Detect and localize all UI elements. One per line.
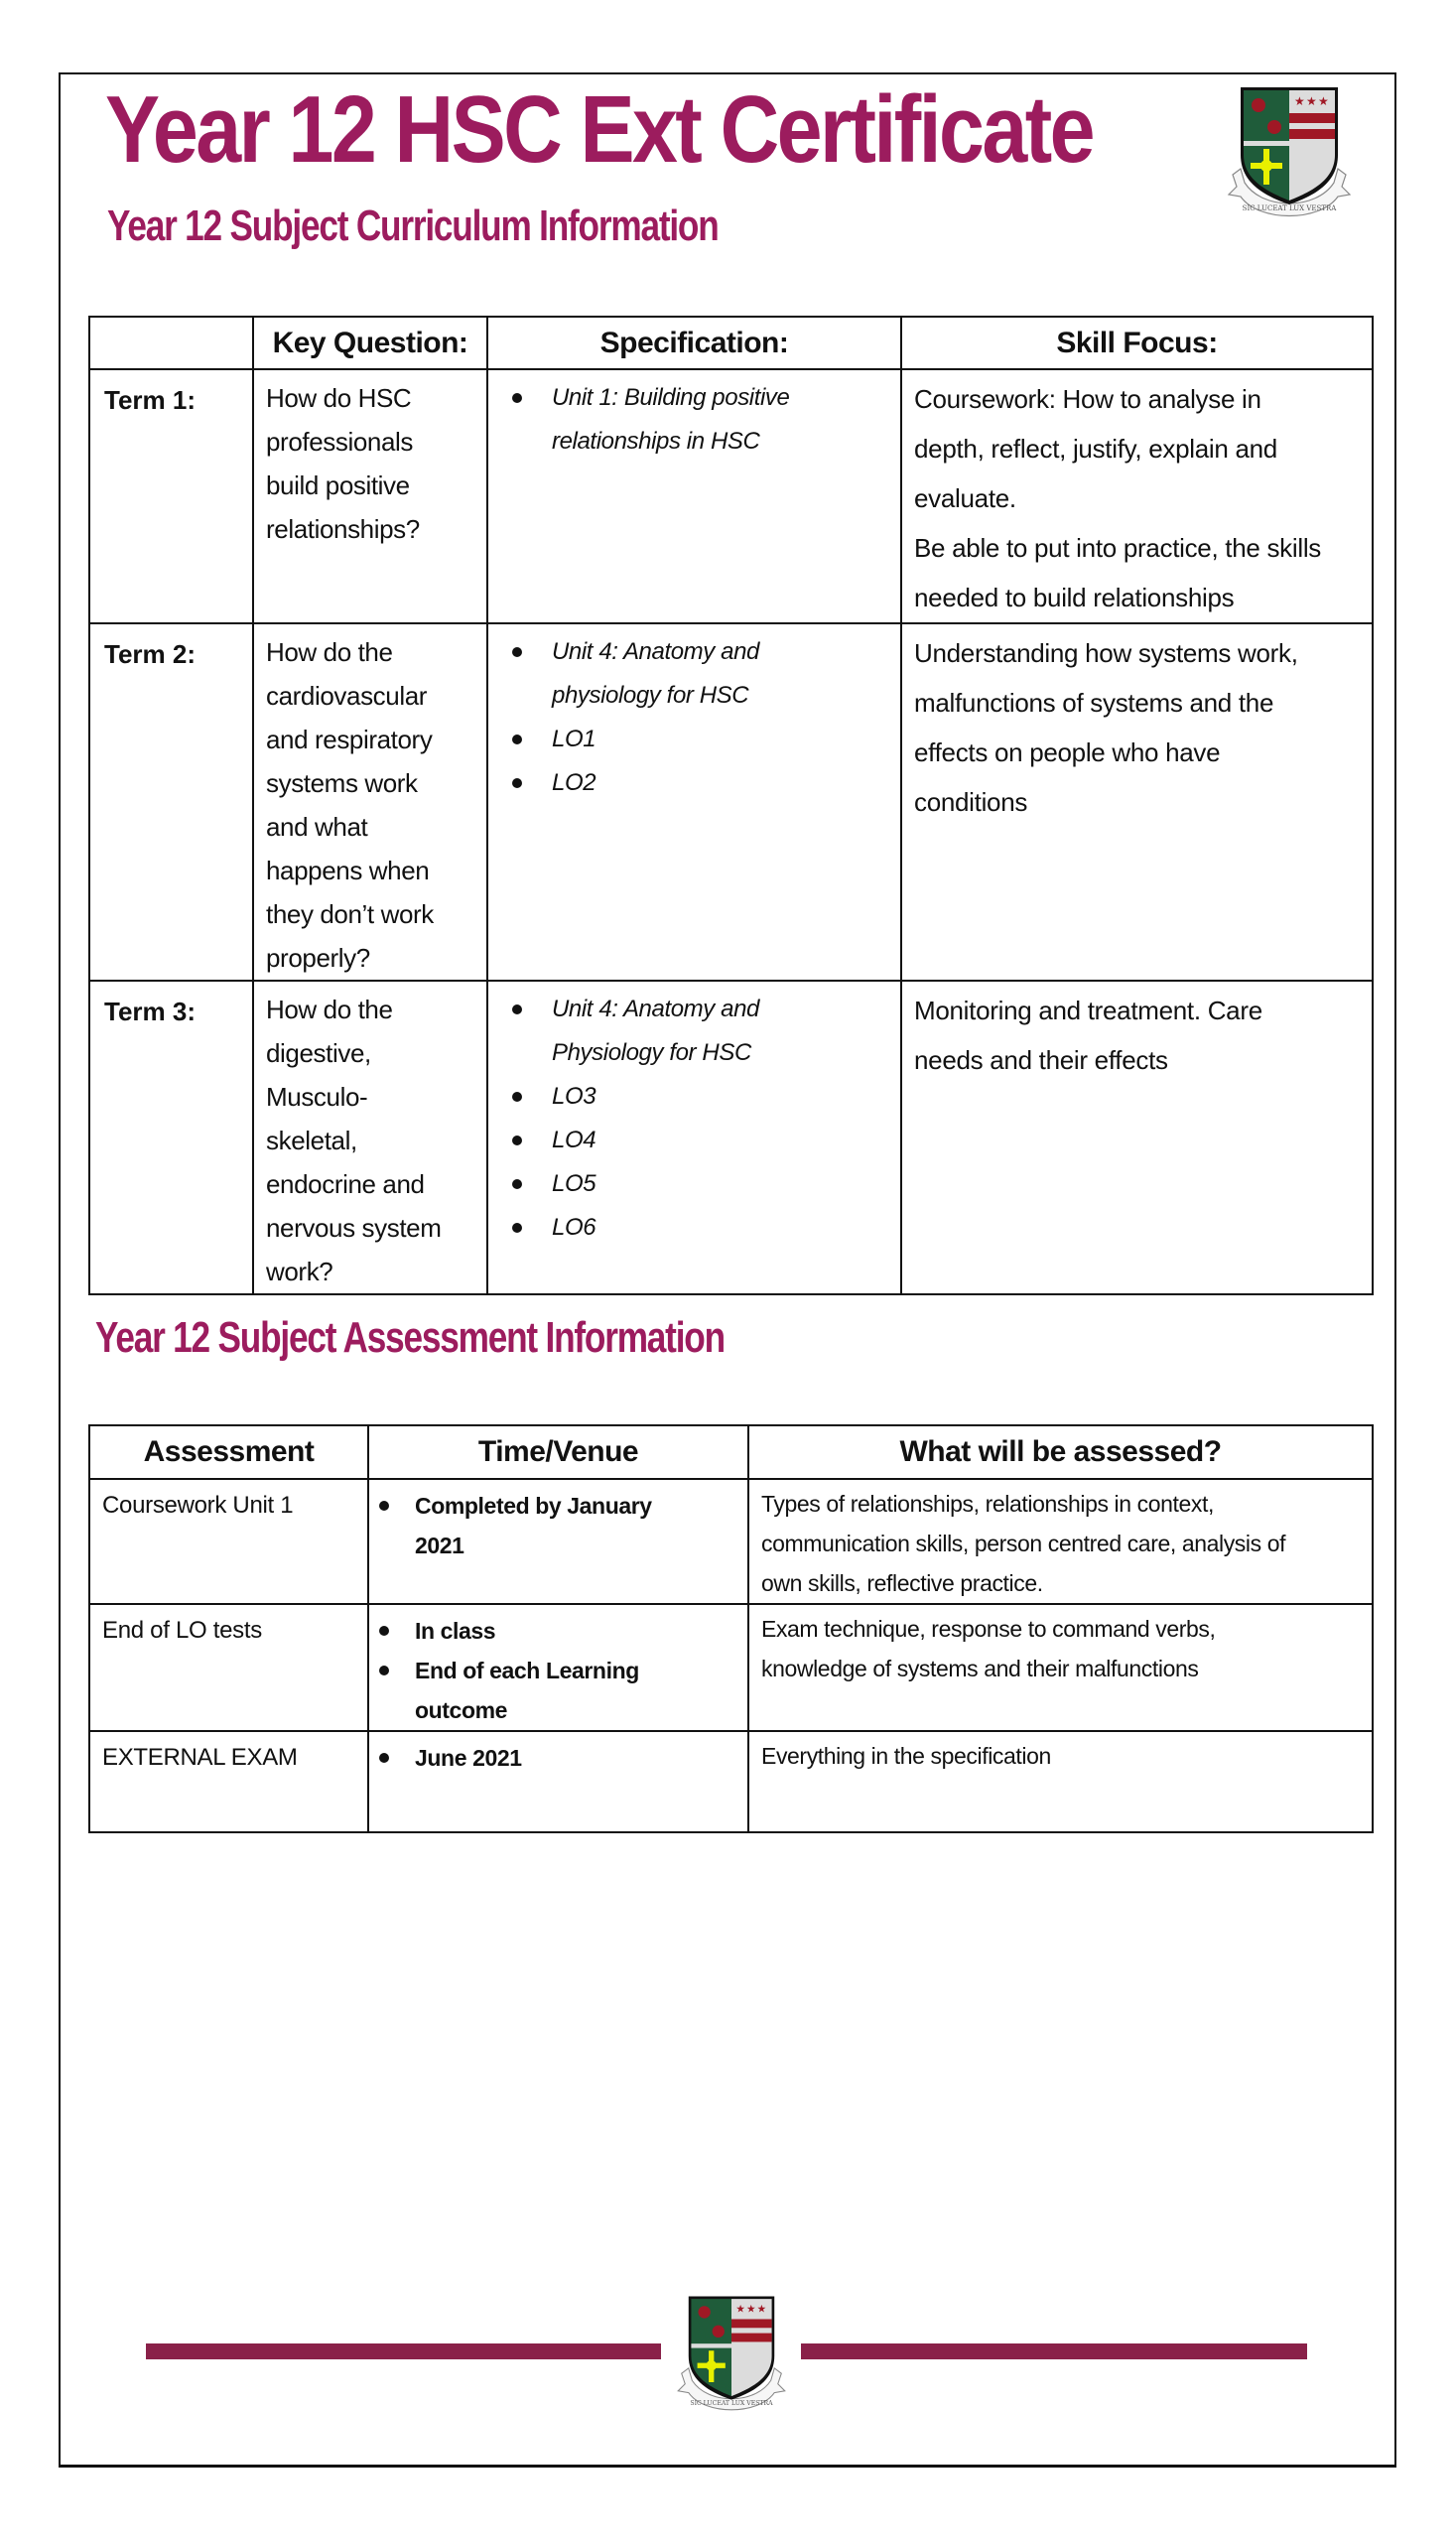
text-line: Unit 4: Anatomy and (552, 996, 759, 1022)
text-line: Monitoring and treatment. Care (914, 996, 1262, 1025)
text-line: Types of relationships, relationships in context, (761, 1491, 1214, 1517)
curriculum-header-row (89, 317, 1373, 369)
key-question-cell (253, 981, 487, 1294)
assessment-header-row (89, 1425, 1373, 1479)
bullet-item (488, 1206, 900, 1250)
text-line: How do the (266, 995, 393, 1024)
bullet-item (488, 988, 900, 1075)
text-line: June 2021 (415, 1745, 522, 1771)
text-line: How do HSC (266, 383, 412, 413)
text-line: Unit 1: Building positive (552, 384, 790, 411)
bullet-item (488, 1162, 900, 1206)
text-line: effects on people who have (914, 737, 1221, 767)
school-crest-icon (1223, 83, 1356, 218)
text-line: Unit 4: Anatomy and (552, 638, 759, 665)
school-crest-footer-icon (671, 2293, 792, 2412)
svg-text:★: ★ (1306, 94, 1317, 108)
bullet-item (488, 630, 900, 718)
text-line: End of each Learning (415, 1658, 639, 1683)
text-line: Completed by January (415, 1493, 652, 1519)
text-line: needs and their effects (914, 1045, 1168, 1075)
text-line: physiology for HSC (552, 682, 749, 709)
text-line: malfunctions of systems and the (914, 688, 1274, 718)
text-line: properly? (266, 943, 370, 973)
time-venue-cell (368, 1731, 748, 1832)
text-line: LO5 (552, 1170, 596, 1197)
header-what-assessed: What will be assessed? (748, 1425, 1373, 1479)
table-row-term-3 (89, 981, 1373, 1294)
text-line: Everything in the specification (761, 1743, 1051, 1769)
specification-cell (487, 981, 901, 1294)
assessed-cell (748, 1604, 1373, 1731)
table-row (89, 1604, 1373, 1731)
skill-focus-cell (901, 623, 1373, 981)
text-line: and what (266, 812, 368, 842)
assessment-table (88, 1424, 1374, 1833)
text-line: How do the (266, 637, 393, 667)
svg-text:★: ★ (735, 2303, 745, 2316)
text-line: professionals (266, 427, 413, 457)
text-line: LO1 (552, 726, 596, 752)
svg-text:★: ★ (1294, 94, 1305, 108)
assessment-name: End of LO tests (89, 1604, 368, 1731)
text-line: evaluate. (914, 483, 1016, 513)
table-row-term-2 (89, 623, 1373, 981)
bullet-item (369, 1611, 747, 1651)
table-row (89, 1479, 1373, 1604)
time-venue-cell (368, 1604, 748, 1731)
curriculum-table (88, 316, 1374, 1295)
text-line: outcome (415, 1697, 508, 1723)
bullet-item (488, 376, 900, 464)
text-line: happens when (266, 856, 430, 885)
text-line: build positive (266, 470, 410, 500)
assessment-name: EXTERNAL EXAM (89, 1731, 368, 1832)
text-line: communication skills, person centred care, analysis of (761, 1531, 1286, 1556)
header-assessment: Assessment (89, 1425, 368, 1479)
skill-focus-cell (901, 981, 1373, 1294)
text-line: needed to build relationships (914, 583, 1235, 612)
page-title: Year 12 HSC Ext Certificate (105, 76, 1093, 183)
text-line: Coursework: How to analyse in (914, 384, 1261, 414)
bullet-item (369, 1738, 747, 1778)
table-row-term-1 (89, 369, 1373, 623)
text-line: cardiovascular (266, 681, 428, 711)
bullet-item (488, 1075, 900, 1119)
text-line: In class (415, 1618, 496, 1644)
text-line: nervous system (266, 1213, 442, 1243)
svg-text:★: ★ (1318, 94, 1329, 108)
bullet-item (488, 761, 900, 805)
text-line: knowledge of systems and their malfunctions (761, 1656, 1199, 1681)
text-line: LO6 (552, 1214, 596, 1241)
header-skill-focus: Skill Focus: (901, 317, 1373, 369)
text-line: and respiratory (266, 725, 433, 754)
key-question-cell (253, 623, 487, 981)
text-line: they don’t work (266, 899, 434, 929)
term-label: Term 1: (89, 369, 253, 623)
bullet-item (369, 1486, 747, 1565)
assessment-heading: Year 12 Subject Assessment Information (95, 1313, 725, 1362)
text-line: relationships? (266, 514, 420, 544)
text-line: Understanding how systems work, (914, 638, 1298, 668)
text-line: Physiology for HSC (552, 1039, 751, 1066)
footer-bar-left (146, 2343, 661, 2359)
assessment-name: Coursework Unit 1 (89, 1479, 368, 1604)
text-line: Be able to put into practice, the skills (914, 533, 1322, 563)
text-line: 2021 (415, 1533, 464, 1558)
text-line: LO4 (552, 1127, 596, 1153)
text-line: Musculo- (266, 1082, 368, 1112)
footer-bar-right (801, 2343, 1307, 2359)
specification-cell (487, 369, 901, 623)
curriculum-heading: Year 12 Subject Curriculum Information (107, 201, 719, 250)
crest-motto: SIC LUCEAT LUX VESTRA (690, 2399, 773, 2407)
text-line: systems work (266, 768, 418, 798)
svg-text:★: ★ (756, 2303, 767, 2316)
assessed-cell (748, 1479, 1373, 1604)
time-venue-cell (368, 1479, 748, 1604)
skill-focus-cell (901, 369, 1373, 623)
svg-text:★: ★ (746, 2303, 756, 2316)
header-key-question: Key Question: (253, 317, 487, 369)
text-line: own skills, reflective practice. (761, 1570, 1043, 1596)
text-line: digestive, (266, 1038, 371, 1068)
text-line: LO2 (552, 769, 596, 796)
crest-motto: SIC LUCEAT LUX VESTRA (1242, 204, 1337, 212)
bullet-item (488, 1119, 900, 1162)
header-specification: Specification: (487, 317, 901, 369)
text-line: endocrine and (266, 1169, 425, 1199)
text-line: Exam technique, response to command verbs, (761, 1616, 1216, 1642)
header-time-venue: Time/Venue (368, 1425, 748, 1479)
text-line: skeletal, (266, 1126, 357, 1155)
key-question-cell (253, 369, 487, 623)
text-line: LO3 (552, 1083, 596, 1110)
term-label: Term 2: (89, 623, 253, 981)
text-line: depth, reflect, justify, explain and (914, 434, 1277, 464)
header-blank (89, 317, 253, 369)
text-line: conditions (914, 787, 1028, 817)
bullet-item (488, 718, 900, 761)
term-label: Term 3: (89, 981, 253, 1294)
specification-cell (487, 623, 901, 981)
table-row (89, 1731, 1373, 1832)
bullet-item (369, 1651, 747, 1730)
assessed-cell (748, 1731, 1373, 1832)
text-line: relationships in HSC (552, 428, 760, 455)
text-line: work? (266, 1257, 333, 1286)
